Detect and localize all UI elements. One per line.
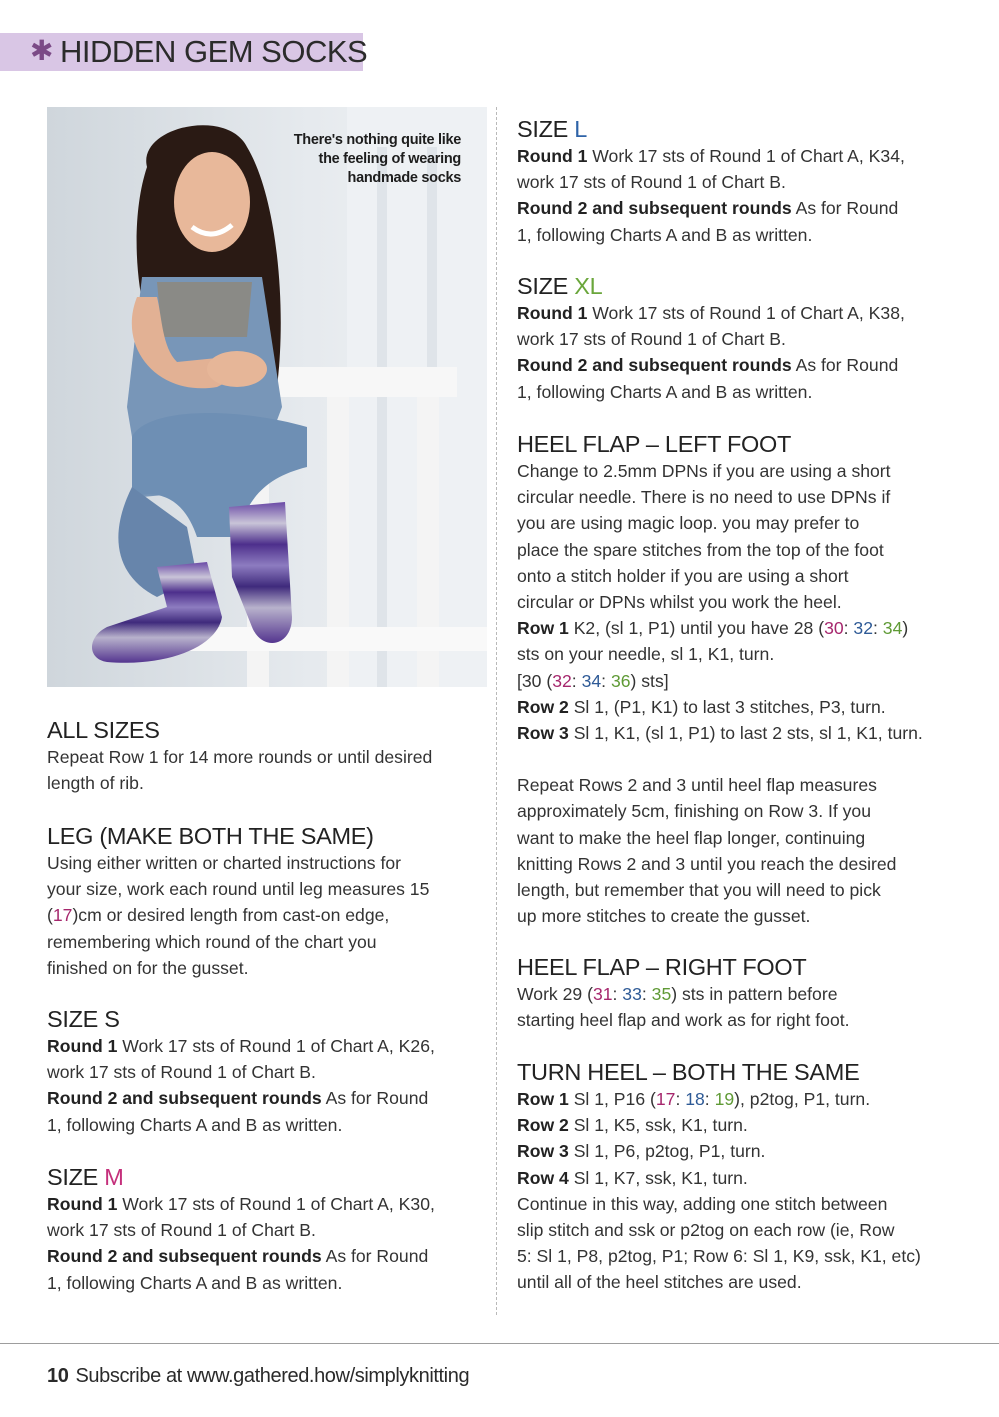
caption-line: handmade socks — [347, 170, 461, 186]
section-heading: LEG (MAKE BOTH THE SAME) — [47, 823, 374, 849]
size-m-label: M — [104, 1164, 124, 1190]
text-run: Work 17 sts of Round 1 of Chart A, K38, — [587, 303, 905, 323]
text-run: ), p2tog, P1, turn. — [734, 1089, 871, 1109]
body-line: Using either written or charted instructions for — [47, 853, 401, 873]
body-line: finished on for the gusset. — [47, 957, 249, 978]
body-line: knitting Rows 2 and 3 until you reach the desired — [517, 853, 897, 874]
size-xl-label: XL — [574, 273, 603, 299]
size-l-label: L — [574, 116, 588, 142]
text-run: As for Round — [321, 1088, 429, 1109]
row-label: Row 1 — [517, 1089, 569, 1109]
body-line — [47, 902, 487, 928]
body-line: 1, following Charts A and B as written. — [517, 381, 813, 402]
section-heading: TURN HEEL – BOTH THE SAME — [517, 1059, 860, 1085]
body-line — [47, 1033, 487, 1059]
text-run: : — [843, 618, 854, 639]
size-xl-value: 35 — [651, 984, 672, 1004]
section-size-l — [517, 115, 957, 248]
spacer — [517, 746, 957, 772]
section-all-sizes — [47, 716, 487, 796]
row-label: Row 1 — [517, 618, 569, 639]
size-l-value: 18 — [685, 1089, 705, 1109]
section-heading: HEEL FLAP – RIGHT FOOT — [517, 954, 807, 980]
body-line: Repeat Rows 2 and 3 until heel flap measures — [517, 775, 877, 796]
text-run: : — [601, 670, 611, 691]
body-line — [517, 1165, 957, 1191]
text-run: ) sts in pattern before — [671, 984, 838, 1004]
body-line: approximately 5cm, finishing on Row 3. If you — [517, 801, 871, 822]
text-run: Sl 1, K5, ssk, K1, turn. — [568, 1115, 748, 1136]
column-divider — [496, 107, 497, 1315]
text-run: Sl 1, K1, (sl 1, P1) to last 2 sts, sl 1, K1, turn. — [568, 723, 923, 744]
body-line: work 17 sts of Round 1 of Chart B. — [47, 1220, 316, 1241]
body-line: 1, following Charts A and B as written. — [517, 224, 813, 245]
heading-prefix: SIZE — [517, 273, 575, 299]
text-run: : — [873, 618, 883, 639]
size-m-value: 17 — [52, 905, 73, 926]
flower-icon: ✱ — [30, 35, 54, 66]
page-title: HIDDEN GEM SOCKS — [60, 34, 368, 69]
subscribe-link[interactable]: Subscribe at www.gathered.how/simplyknitting — [75, 1365, 470, 1387]
body-line — [517, 981, 957, 1007]
text-run: : — [704, 1089, 715, 1109]
round-label: Round 2 and subsequent rounds — [517, 355, 792, 376]
text-run: As for Round — [321, 1246, 429, 1267]
body-line: work 17 sts of Round 1 of Chart B. — [517, 329, 786, 350]
text-run: Work 17 sts of Round 1 of Chart A, K30, — [117, 1194, 435, 1214]
footer-rule — [0, 1343, 999, 1344]
text-run: : — [641, 984, 652, 1004]
section-heel-left — [517, 430, 957, 929]
hero-photo — [47, 107, 487, 687]
heading-prefix: SIZE — [47, 1164, 105, 1190]
text-run: K2, (sl 1, P1) until you have 28 ( — [568, 618, 825, 639]
heading-prefix: SIZE — [517, 116, 575, 142]
text-run: : — [571, 670, 582, 691]
body-line: 1, following Charts A and B as written. — [47, 1114, 343, 1135]
body-line — [47, 1243, 487, 1269]
body-line: Repeat Row 1 for 14 more rounds or until desired — [47, 747, 433, 767]
body-line — [517, 720, 957, 746]
body-line: work 17 sts of Round 1 of Chart B. — [517, 172, 786, 193]
body-line: place the spare stitches from the top of the foot — [517, 539, 884, 560]
caption-line: the feeling of wearing — [318, 151, 461, 167]
body-line: want to make the heel flap longer, continuing — [517, 827, 866, 848]
text-run: ) — [902, 618, 909, 639]
section-heading: HEEL FLAP – LEFT FOOT — [517, 431, 792, 457]
text-run: Work 29 ( — [517, 984, 593, 1004]
section-leg — [47, 822, 487, 981]
body-line — [517, 300, 957, 326]
section-heading — [47, 1163, 487, 1191]
size-xl-value: 36 — [610, 670, 631, 691]
body-line — [517, 1086, 957, 1112]
body-line — [517, 615, 957, 641]
row-label: Row 2 — [517, 696, 569, 717]
body-line: circular needle. There is no need to use DPNs if — [517, 487, 891, 508]
photo-caption — [271, 131, 461, 188]
size-l-value: 32 — [853, 618, 873, 639]
size-m-value: 32 — [552, 670, 572, 691]
body-line: up more stitches to create the gusset. — [517, 906, 811, 927]
body-line — [517, 1112, 957, 1138]
body-line: your size, work each round until leg measures 15 — [47, 879, 430, 900]
text-run: : — [612, 984, 623, 1004]
body-line — [517, 668, 957, 694]
text-run: : — [675, 1089, 686, 1109]
section-heading — [517, 115, 957, 143]
body-line: 1, following Charts A and B as written. — [47, 1272, 343, 1293]
section-heading — [517, 272, 957, 300]
body-line: circular or DPNs whilst you work the heel. — [517, 592, 842, 613]
row-label: Row 3 — [517, 723, 569, 744]
section-size-xl — [517, 272, 957, 405]
page-number: 10 — [47, 1365, 69, 1387]
body-line — [47, 1085, 487, 1111]
section-heading: SIZE S — [47, 1006, 120, 1032]
body-line: remembering which round of the chart you — [47, 931, 377, 952]
text-run: [30 ( — [517, 670, 553, 691]
size-m-value: 31 — [592, 984, 613, 1004]
round-label: Round 2 and subsequent rounds — [47, 1246, 322, 1267]
caption-line: There's nothing quite like — [293, 132, 461, 148]
size-xl-value: 34 — [882, 618, 903, 639]
round-label: Round 1 — [47, 1194, 118, 1214]
row-label: Row 2 — [517, 1115, 569, 1136]
body-line: length, but remember that you will need to pick — [517, 880, 881, 901]
body-line: sts on your needle, sl 1, K1, turn. — [517, 644, 775, 665]
row-label: Row 4 — [517, 1167, 569, 1188]
body-line — [517, 1138, 957, 1164]
body-line: onto a stitch holder if you are using a short — [517, 565, 849, 586]
round-label: Round 1 — [47, 1036, 118, 1056]
round-label: Round 2 and subsequent rounds — [517, 198, 792, 219]
photo-illustration — [47, 107, 487, 687]
size-m-value: 30 — [824, 618, 844, 639]
text-run: Work 17 sts of Round 1 of Chart A, K26, — [117, 1036, 435, 1056]
text-run: As for Round — [791, 355, 899, 376]
section-heading: ALL SIZES — [47, 717, 160, 743]
round-label: Round 1 — [517, 146, 588, 166]
text-run: Work 17 sts of Round 1 of Chart A, K34, — [587, 146, 905, 166]
text-run: ( — [47, 905, 53, 926]
size-l-value: 34 — [581, 670, 602, 691]
body-line — [517, 195, 957, 221]
body-line: Continue in this way, adding one stitch between — [517, 1193, 888, 1214]
body-line: until all of the heel stitches are used. — [517, 1272, 802, 1293]
size-l-value: 33 — [622, 984, 642, 1004]
body-line: 5: Sl 1, P8, p2tog, P1; Row 6: Sl 1, K9, ssk, K1, etc) — [517, 1246, 921, 1267]
body-line — [517, 694, 957, 720]
row-label: Row 3 — [517, 1141, 569, 1162]
body-line — [517, 143, 957, 169]
body-line — [517, 352, 957, 378]
body-line — [47, 1191, 487, 1217]
text-run: Sl 1, P16 ( — [568, 1089, 656, 1109]
section-turn-heel — [517, 1058, 957, 1296]
body-line: length of rib. — [47, 773, 144, 794]
section-size-s — [47, 1005, 487, 1138]
text-run: As for Round — [791, 198, 899, 219]
body-line: you are using magic loop. you may prefer to — [517, 513, 860, 534]
footer — [47, 1362, 469, 1390]
body-line: starting heel flap and work as for right foot. — [517, 1010, 850, 1031]
round-label: Round 1 — [517, 303, 588, 323]
section-heel-right — [517, 953, 957, 1033]
body-line: work 17 sts of Round 1 of Chart B. — [47, 1062, 316, 1083]
text-run: Sl 1, P6, p2tog, P1, turn. — [568, 1141, 766, 1162]
body-line: Change to 2.5mm DPNs if you are using a short — [517, 461, 891, 481]
body-line: slip stitch and ssk or p2tog on each row (ie, Row — [517, 1220, 895, 1241]
text-run: )cm or desired length from cast-on edge, — [72, 905, 390, 926]
text-run: Sl 1, K7, ssk, K1, turn. — [568, 1167, 748, 1188]
size-xl-value: 19 — [714, 1089, 735, 1109]
text-run: Sl 1, (P1, K1) to last 3 stitches, P3, turn. — [568, 696, 886, 717]
text-run: ) sts] — [630, 670, 669, 691]
size-m-value: 17 — [655, 1089, 676, 1109]
section-size-m — [47, 1163, 487, 1296]
round-label: Round 2 and subsequent rounds — [47, 1088, 322, 1109]
